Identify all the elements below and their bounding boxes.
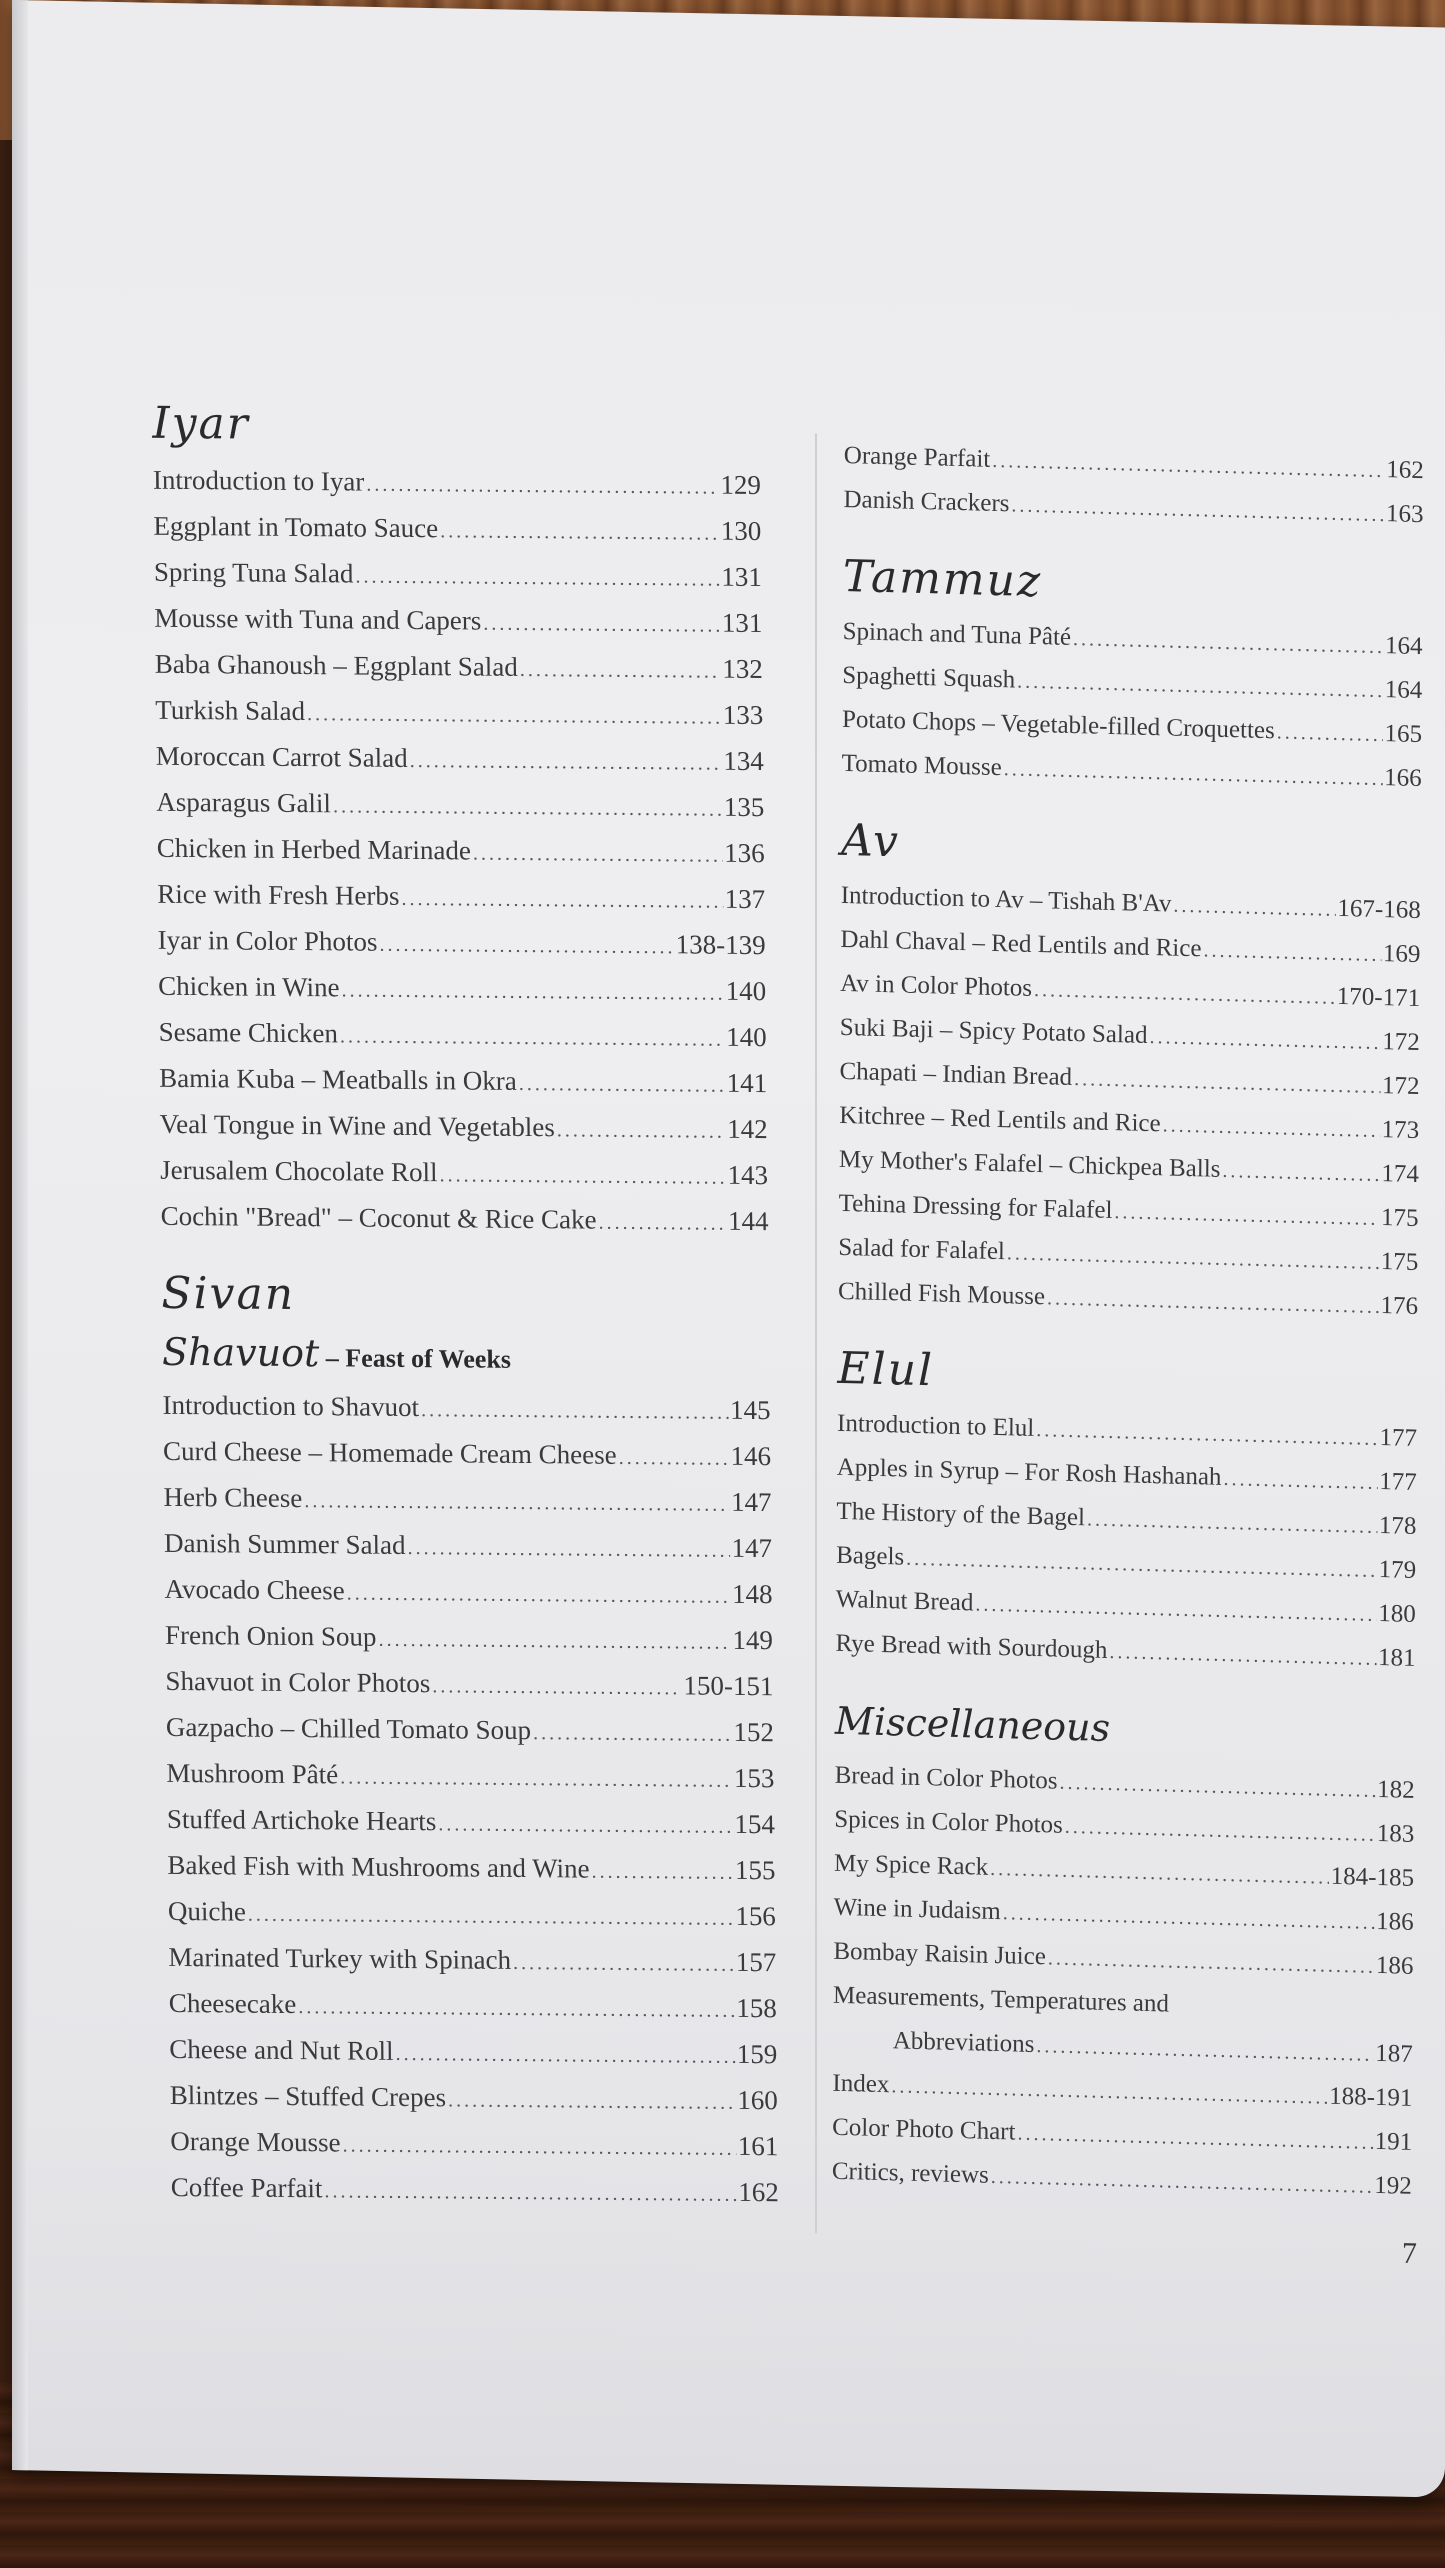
entry-page-number: 159 — [736, 2038, 778, 2070]
entry-title: Tomato Mousse — [841, 749, 1002, 782]
dot-leader — [379, 922, 674, 971]
dot-leader — [1277, 710, 1383, 757]
entry-title: Curd Cheese – Homemade Cream Cheese — [162, 1435, 617, 1470]
dot-leader — [991, 2155, 1373, 2209]
dot-leader — [355, 553, 719, 602]
entry-page-number: 176 — [1380, 1292, 1419, 1321]
entry-page-number: 152 — [733, 1716, 775, 1748]
dot-leader — [407, 1525, 729, 1574]
entry-page-number: 169 — [1382, 940, 1421, 969]
subheading-suffix: – Feast of Weeks — [319, 1343, 512, 1374]
entry-title: Avocado Cheese — [164, 1573, 345, 1606]
entry-title: Jerusalem Chocolate Roll — [159, 1154, 438, 1188]
entry-title: Chicken in Wine — [158, 970, 340, 1003]
entry-page-number: 150-151 — [683, 1670, 774, 1702]
toc-entry[interactable] — [164, 1520, 772, 1571]
toc-section — [842, 548, 1424, 801]
dot-leader — [483, 601, 720, 649]
toc-entry[interactable] — [170, 2072, 778, 2123]
dot-leader — [1173, 884, 1335, 932]
dot-leader — [1163, 1103, 1380, 1153]
entry-title: Mousse with Tuna and Capers — [154, 602, 482, 636]
entry-page-number: 129 — [720, 469, 762, 501]
entry-title: Bombay Raisin Juice — [833, 1937, 1046, 1971]
entry-title: Wine in Judaism — [833, 1893, 1001, 1926]
entry-title: Chilled Fish Mousse — [837, 1277, 1046, 1311]
toc-entry[interactable] — [154, 549, 762, 600]
entry-title: Rye Bread with Sourdough — [835, 1629, 1108, 1664]
toc-entry[interactable] — [153, 457, 761, 508]
entry-page-number: 186 — [1376, 1907, 1414, 1936]
entry-title: Blintzes – Stuffed Crepes — [169, 2079, 447, 2113]
entry-title: Bread in Color Photos — [834, 1761, 1058, 1795]
toc-entry[interactable] — [159, 1101, 767, 1152]
dot-leader — [448, 2077, 736, 2126]
toc-entry[interactable] — [167, 1842, 775, 1893]
toc-entry[interactable] — [167, 1796, 775, 1847]
dot-leader — [298, 1984, 735, 2034]
entry-title: The History of the Bagel — [836, 1497, 1086, 1532]
toc-entry[interactable] — [153, 503, 761, 554]
entry-title: Cheesecake — [168, 1987, 297, 2020]
entry-page-number: 130 — [720, 515, 762, 547]
toc-section — [161, 1265, 779, 2215]
dot-leader — [421, 1387, 728, 1436]
dot-leader — [409, 738, 721, 787]
entry-title: Danish Summer Salad — [163, 1527, 406, 1560]
entry-title: French Onion Soup — [164, 1619, 377, 1652]
toc-entry[interactable] — [164, 1566, 772, 1617]
dot-leader — [1222, 1149, 1379, 1197]
entry-title: Baked Fish with Mushrooms and Wine — [167, 1849, 590, 1884]
entry-title: Danish Crackers — [843, 485, 1010, 518]
toc-entry[interactable] — [165, 1658, 773, 1709]
toc-section — [843, 434, 1424, 537]
entry-page-number: 131 — [721, 607, 763, 639]
section-heading: Sivan — [161, 1267, 296, 1320]
entry-title: Spaghetti Squash — [842, 661, 1016, 694]
entry-page-number: 132 — [722, 653, 763, 685]
page-binding-edge — [12, 0, 28, 2470]
dot-leader — [1114, 1190, 1379, 1241]
entry-page-number: 143 — [727, 1159, 769, 1191]
toc-entry[interactable] — [170, 2118, 778, 2169]
entry-title: Gazpacho – Chilled Tomato Soup — [165, 1711, 532, 1746]
dot-leader — [520, 647, 721, 695]
entry-page-number: 173 — [1381, 1116, 1420, 1145]
dot-leader — [438, 1801, 733, 1850]
entry-title: My Spice Rack — [833, 1849, 989, 1881]
entry-page-number: 164 — [1384, 676, 1423, 705]
entry-page-number: 140 — [725, 1021, 767, 1053]
toc-entry[interactable] — [155, 687, 763, 738]
toc-entry[interactable] — [157, 871, 765, 922]
dot-leader — [1109, 1630, 1376, 1681]
entry-title: Chapati – Indian Bread — [839, 1057, 1073, 1091]
entry-title: Stuffed Artichoke Hearts — [166, 1803, 437, 1837]
dot-leader — [346, 1570, 730, 1619]
entry-page-number: 145 — [729, 1394, 771, 1426]
section-heading: Iyar — [152, 397, 251, 450]
entry-page-number: 148 — [731, 1578, 773, 1610]
toc-entry[interactable] — [171, 2164, 779, 2215]
entry-title: Baba Ghanoush – Eggplant Salad — [154, 648, 518, 682]
toc-entry[interactable] — [163, 1428, 771, 1479]
toc-entry[interactable] — [154, 595, 762, 646]
entry-title: Salad for Falafel — [838, 1233, 1006, 1266]
dot-leader — [342, 2122, 736, 2171]
entry-title: Coffee Parfait — [170, 2171, 323, 2204]
entry-page-number: 162 — [1386, 456, 1424, 485]
toc-entry[interactable] — [156, 779, 764, 830]
entry-title: Tehina Dressing for Falafel — [838, 1189, 1113, 1225]
dot-leader — [324, 2168, 736, 2218]
entry-title: Marinated Turkey with Spinach — [168, 1941, 512, 1975]
entry-page-number: 191 — [1374, 2127, 1413, 2156]
dot-leader — [598, 1200, 726, 1247]
entry-title: Apples in Syrup – For Rosh Hashanah — [836, 1453, 1222, 1491]
entry-page-number: 174 — [1381, 1160, 1420, 1189]
section-subheading — [162, 1327, 771, 1387]
dot-leader — [1011, 483, 1384, 537]
entry-page-number: 163 — [1385, 500, 1424, 529]
entry-title: Cheese and Nut Roll — [169, 2033, 394, 2066]
entry-page-number: 138-139 — [675, 929, 766, 961]
entry-page-number: 165 — [1384, 720, 1423, 749]
entry-title: Spices in Color Photos — [834, 1805, 1063, 1839]
entry-title: Orange Parfait — [843, 441, 991, 473]
entry-page-number: 135 — [723, 791, 765, 823]
dot-leader — [401, 876, 723, 925]
entry-title: Walnut Bread — [835, 1585, 974, 1617]
dot-leader — [1223, 1457, 1377, 1505]
toc-entry[interactable] — [158, 1009, 766, 1060]
entry-page-number: 182 — [1377, 1775, 1415, 1804]
entry-title: Bamia Kuba – Meatballs in Okra — [158, 1062, 517, 1096]
entry-page-number: 183 — [1376, 1819, 1415, 1848]
entry-page-number: 166 — [1384, 764, 1422, 793]
entry-title: Chicken in Herbed Marinade — [156, 832, 472, 866]
toc-entry[interactable] — [157, 917, 765, 968]
entry-page-number: 142 — [726, 1113, 768, 1145]
toc-entry[interactable] — [169, 2026, 777, 2077]
entry-page-number: 155 — [734, 1854, 776, 1886]
entry-title: Rice with Fresh Herbs — [157, 878, 400, 911]
dot-leader — [341, 967, 724, 1016]
entry-page-number: 149 — [732, 1624, 774, 1656]
entry-title: Spring Tuna Salad — [153, 556, 354, 589]
entry-page-number: 144 — [727, 1205, 769, 1237]
entry-page-number: 161 — [737, 2130, 779, 2162]
toc-entry[interactable] — [165, 1612, 773, 1663]
dot-leader — [473, 831, 723, 879]
dot-leader — [618, 1435, 728, 1482]
dot-leader — [333, 783, 722, 832]
toc-section — [838, 812, 1421, 1329]
entry-page-number: 167-168 — [1337, 894, 1421, 925]
entry-page-number: 181 — [1377, 1643, 1416, 1672]
entry-title: Mushroom Pâté — [166, 1757, 339, 1790]
entry-page-number: 158 — [736, 1992, 777, 2024]
entry-title: Kitchree – Red Lentils and Rice — [839, 1101, 1161, 1138]
entry-title: Introduction to Iyar — [152, 464, 365, 497]
entry-page-number: 157 — [735, 1946, 777, 1978]
dot-leader — [340, 1754, 732, 1803]
toc-entry[interactable] — [169, 1980, 777, 2031]
entry-page-number: 137 — [724, 883, 766, 915]
toc-entry[interactable] — [168, 1934, 776, 1985]
entry-title: Orange Mousse — [170, 2125, 341, 2158]
section-heading: Tammuz — [842, 550, 1043, 608]
dot-leader — [395, 2031, 735, 2080]
entry-page-number: 177 — [1379, 1424, 1418, 1453]
dot-leader — [1047, 1276, 1379, 1329]
entry-page-number: 175 — [1381, 1204, 1419, 1233]
dot-leader — [307, 691, 721, 741]
entry-title: Critics, reviews — [831, 2157, 989, 2189]
entry-page-number: 153 — [733, 1762, 775, 1794]
toc-entry[interactable] — [157, 825, 765, 876]
toc-entry[interactable] — [166, 1750, 774, 1801]
entry-page-number: 147 — [731, 1532, 773, 1564]
entry-page-number: 172 — [1382, 1028, 1420, 1057]
entry-title: Turkish Salad — [155, 694, 306, 727]
toc-section — [152, 395, 769, 1244]
entry-page-number: 131 — [721, 561, 762, 593]
subheading-title: Shavuot — [161, 1329, 320, 1376]
dot-leader — [432, 1663, 682, 1711]
entry-page-number: 177 — [1379, 1468, 1417, 1496]
toc-entry[interactable] — [168, 1888, 776, 1939]
toc-right-column — [832, 434, 1424, 2235]
toc-entry[interactable] — [163, 1474, 771, 1525]
dot-leader — [1149, 1015, 1380, 1065]
entry-title: Introduction to Shavuot — [162, 1389, 420, 1423]
entry-page-number: 160 — [737, 2084, 778, 2116]
entry-title: Shavuot in Color Photos — [165, 1665, 431, 1699]
entry-page-number: 192 — [1374, 2171, 1412, 2200]
entry-page-number: 184-185 — [1330, 1862, 1415, 1892]
dot-leader — [439, 1152, 726, 1201]
toc-section — [832, 1692, 1415, 2209]
toc-entry[interactable] — [166, 1704, 774, 1755]
entry-page-number: 146 — [730, 1440, 772, 1472]
entry-page-number: 134 — [723, 745, 764, 777]
entry-page-number: 170-171 — [1336, 982, 1421, 1013]
entry-title: Color Photo Chart — [832, 2113, 1016, 2146]
entry-title: Herb Cheese — [163, 1481, 303, 1514]
entry-title: Measurements, Temperatures and — [833, 1981, 1170, 2018]
entry-title: Suki Baji – Spicy Potato Salad — [839, 1013, 1148, 1049]
entry-page-number: 187 — [1375, 2039, 1413, 2068]
section-heading: Av — [840, 814, 901, 868]
entry-page-number: 179 — [1378, 1556, 1417, 1584]
entry-page-number: 141 — [726, 1067, 768, 1099]
dot-leader — [340, 1013, 725, 1062]
entry-title: Introduction to Elul — [836, 1409, 1035, 1442]
entry-title: Abbreviations — [892, 2027, 1035, 2058]
entry-page-number: 178 — [1378, 1512, 1417, 1540]
toc-entry[interactable] — [158, 963, 766, 1014]
toc-entry[interactable] — [160, 1147, 768, 1198]
dot-leader — [591, 1849, 733, 1896]
toc-section — [835, 1340, 1417, 1681]
entry-title: Asparagus Galil — [156, 786, 332, 819]
page-number: 7 — [1402, 2236, 1417, 2270]
entry-title: Potato Chops – Vegetable-filled Croquettes — [841, 705, 1275, 745]
dot-leader — [366, 462, 719, 511]
entry-page-number: 188-191 — [1329, 2082, 1413, 2112]
entry-title: My Mother's Falafel – Chickpea Balls — [838, 1145, 1221, 1183]
section-heading: Elul — [837, 1342, 935, 1397]
entry-title: Bagels — [836, 1541, 905, 1571]
entry-title: Cochin "Bread" – Coconut & Rice Cake — [160, 1200, 597, 1235]
entry-page-number: 186 — [1375, 1951, 1414, 1980]
dot-leader — [533, 1710, 732, 1758]
entry-title: Index — [832, 2069, 890, 2099]
dot-leader — [378, 1617, 730, 1666]
dot-leader — [440, 508, 719, 556]
entry-page-number: 175 — [1380, 1248, 1419, 1277]
entry-page-number: 133 — [722, 699, 764, 731]
toc-entry[interactable] — [156, 733, 764, 784]
book-page — [12, 0, 1445, 2498]
entry-title: Sesame Chicken — [158, 1016, 339, 1049]
entry-title: Iyar in Color Photos — [157, 924, 378, 957]
entry-title: Eggplant in Tomato Sauce — [153, 510, 439, 544]
entry-title: Veal Tongue in Wine and Vegetables — [159, 1108, 555, 1143]
entry-page-number: 180 — [1378, 1599, 1416, 1628]
entry-title: Quiche — [167, 1895, 246, 1927]
entry-page-number: 136 — [724, 837, 765, 869]
dot-leader — [1203, 928, 1381, 977]
column-divider — [815, 433, 817, 2233]
entry-title: Moroccan Carrot Salad — [155, 740, 408, 773]
entry-page-number: 140 — [725, 975, 767, 1007]
toc-entry[interactable] — [160, 1193, 768, 1244]
entry-page-number: 172 — [1381, 1072, 1420, 1101]
entry-title: Av in Color Photos — [840, 969, 1033, 1002]
section-heading: Miscellaneous — [834, 1698, 1111, 1750]
entry-page-number: 154 — [734, 1808, 776, 1840]
dot-leader — [304, 1478, 729, 1528]
entry-title: Dahl Chaval – Red Lentils and Rice — [840, 925, 1202, 963]
entry-page-number: 164 — [1385, 632, 1423, 661]
dot-leader — [519, 1061, 725, 1109]
toc-entry[interactable] — [162, 1382, 770, 1433]
toc-entry[interactable] — [159, 1055, 767, 1106]
entry-page-number: 147 — [730, 1486, 772, 1518]
toc-left-column — [152, 395, 779, 2242]
entry-page-number: 162 — [738, 2176, 779, 2208]
dot-leader — [1004, 747, 1383, 801]
dot-leader — [557, 1107, 726, 1154]
entry-title: Introduction to Av – Tishah B'Av — [840, 881, 1172, 918]
dot-leader — [513, 1940, 734, 1988]
toc-entry[interactable] — [155, 641, 763, 692]
dot-leader — [1087, 1497, 1377, 1549]
entry-title: Spinach and Tuna Pâté — [842, 617, 1072, 651]
entry-page-number: 156 — [735, 1900, 776, 1932]
